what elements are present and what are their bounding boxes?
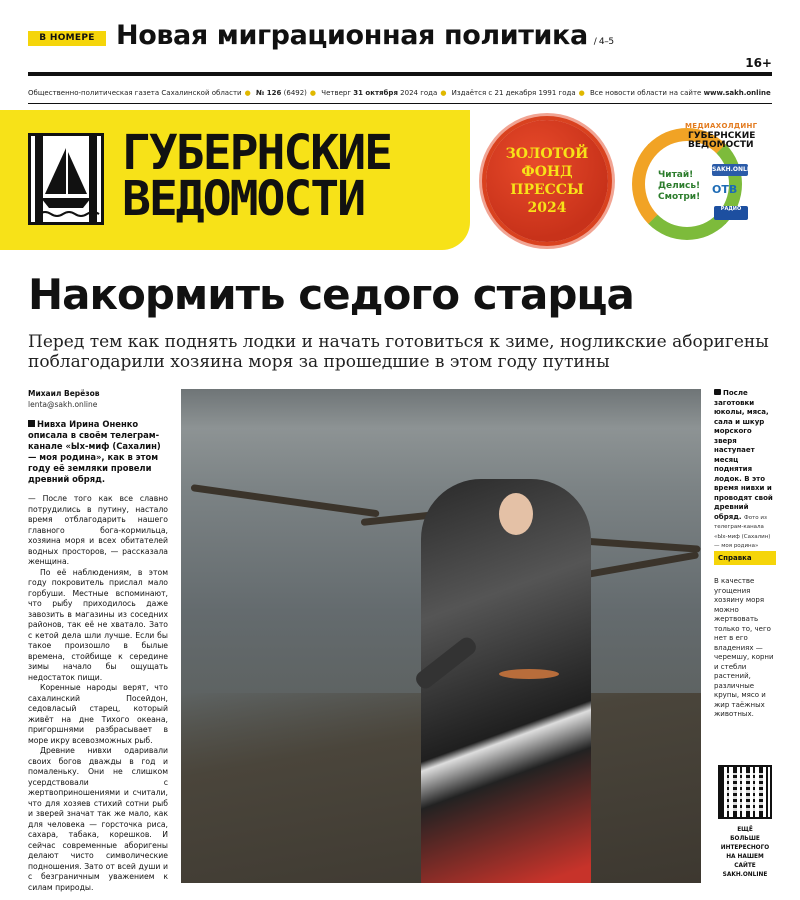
paragraph: По её наблюдениям, в этом году покровитель прислал мало горбуши. Местные вспоминают, что рыбу приходилось даже завозить в магазины из соседних районов, так её не хватало. Зато с кетой дела шли лучше. Если бы такое произошло в былые времена, стойбище к середине зимы начало бы ощущать недостаток пищи. (28, 567, 168, 682)
logo-line-1: ГУБЕРНСКИЕ (122, 125, 391, 181)
teaser-headline[interactable] (116, 20, 614, 51)
reference-text: В качестве угощения хозяину моря можно жертвовать только то, чего нет в его владениях — черемшу, корни и стебли растений, различные крупы, мясо и жир таёжных животных. (714, 577, 774, 718)
issue-day: Четверг (321, 89, 352, 97)
teaser-pages: / 4–5 (593, 37, 614, 47)
teaser-title-text: Новая миграционная политика (116, 20, 588, 51)
slogan-watch: Смотри! (658, 192, 701, 202)
seal-line-3: ПРЕССЫ (510, 182, 584, 198)
author-name: Михаил Верёзов (28, 389, 100, 398)
caption-source: Фото из телеграм-канала «Ыx-миф (Сахалин) — моя родина» (714, 514, 771, 549)
photo-caption (714, 389, 776, 551)
seal-line-2: ФОНД (521, 164, 573, 180)
qr-line: НА НАШЕМ (726, 854, 764, 860)
teaser-tag: В НОМЕРЕ (28, 31, 106, 46)
info-line: Общественно-политическая газета Сахалинской области ● № 126 (6492) ● Четверг 31 октября 2024 года ● Издаётся с 21 декабря 1991 года ● Все новости области на сайте www.sakh.online (28, 89, 771, 97)
published-since: Издаётся с 21 декабря 1991 года (451, 89, 576, 97)
site-prefix: Все новости области на сайте (589, 89, 702, 97)
article-headline: Накормить седого старца (28, 270, 634, 319)
issue-number: № 126 (255, 89, 282, 97)
paper-description: Общественно-политическая газета Сахалинской области (28, 89, 242, 97)
issue-total: (6492) (283, 89, 307, 97)
qr-line: БОЛЬШЕ (730, 836, 760, 842)
issue-year: 2024 года (400, 89, 438, 97)
media-name (688, 132, 755, 150)
intro-text: Нивха Ирина Оненко описала в своём телеграм-канале «Ыx-миф (Сахалин) — моя родина», как в этом году её земляки провели древний обряд. (28, 419, 161, 484)
media-title: МЕДИАХОЛДИНГ (685, 122, 758, 130)
seal-year: 2024 (527, 200, 567, 216)
thin-rule (28, 103, 772, 104)
site-link[interactable]: www.sakh.online (703, 89, 771, 97)
media-name-2: ВЕДОМОСТИ (688, 140, 754, 150)
logo-line-2: ВЕДОМОСТИ (122, 171, 365, 227)
article-intro (28, 419, 168, 485)
qr-code-icon[interactable] (718, 765, 772, 819)
caption-text: После заготовки юколы, мяса, сала и шкур морского зверя наступает месяц поднятия лодок. В это время нивхи и проводят свой древний обряд. (714, 389, 773, 521)
paragraph: — После того как все славно потрудились в путину, настало время отблагодарить нашего главного бога-кормильца, хозяина моря и всех обитателей водных просторов, — рассказала женщина. (28, 494, 168, 566)
sakh-online-badge: SAKH.ONLINE (712, 164, 748, 176)
author-email[interactable]: lenta@sakh.online (28, 400, 98, 409)
slogan-read: Читай! (658, 170, 694, 180)
newspaper-logo[interactable] (122, 125, 391, 227)
media-name-1: ГУБЕРНСКИЕ (688, 131, 756, 141)
teaser-bar (28, 18, 772, 58)
crest-ship-icon (28, 133, 104, 225)
otv-badge: ОТВ (712, 183, 738, 196)
reference-tag: Справка (714, 551, 776, 565)
article-body (28, 494, 168, 893)
article-lead: Перед тем как поднять лодки и начать готовиться к зиме, нogликские аборигены поблагодарили хозяина моря за прошедшие в этом году путины (28, 332, 769, 372)
paragraph: Коренные народы верят, что сахалинский Посейдон, седовласый старец, который живёт на дне Тихого океана, пригоршнями разбрасывает в море икру всевозможных рыб. (28, 683, 168, 745)
slogan-share: Делись! (658, 181, 701, 191)
qr-line: САЙТЕ (734, 863, 756, 869)
article-photo (181, 389, 701, 883)
golden-fund-seal (486, 120, 608, 242)
issue-date: 31 октября (353, 89, 398, 97)
qr-caption (714, 826, 776, 880)
paragraph: Древние нивхи одаривали своих богов дважды в год и помаленьку. Они не слишком усердствовали с жертвоприношениями и считали, что для хозяев стихий сотни рыб и зверей значат так же мало, как для человека — горсточка риса, сахара, табака, корешков. И сейчас современные аборигены делают чисто символические подношения. Зато от всей души и с безграничным уважением к силам природы. (28, 746, 168, 892)
age-rating: 16+ (745, 56, 772, 70)
media-holding-logo[interactable] (630, 120, 780, 248)
media-slogan (658, 170, 700, 203)
radio-badge: РАДИО (714, 206, 748, 220)
seal-line-1: ЗОЛОТОЙ (505, 146, 589, 162)
camera-icon (714, 389, 721, 395)
qr-line: ИНТЕРЕСНОГО (720, 845, 770, 851)
telegram-icon (28, 420, 35, 427)
top-rule (28, 72, 772, 76)
qr-line: ЕЩЁ (737, 827, 753, 833)
qr-line: SAKH.ONLINE (722, 872, 768, 878)
